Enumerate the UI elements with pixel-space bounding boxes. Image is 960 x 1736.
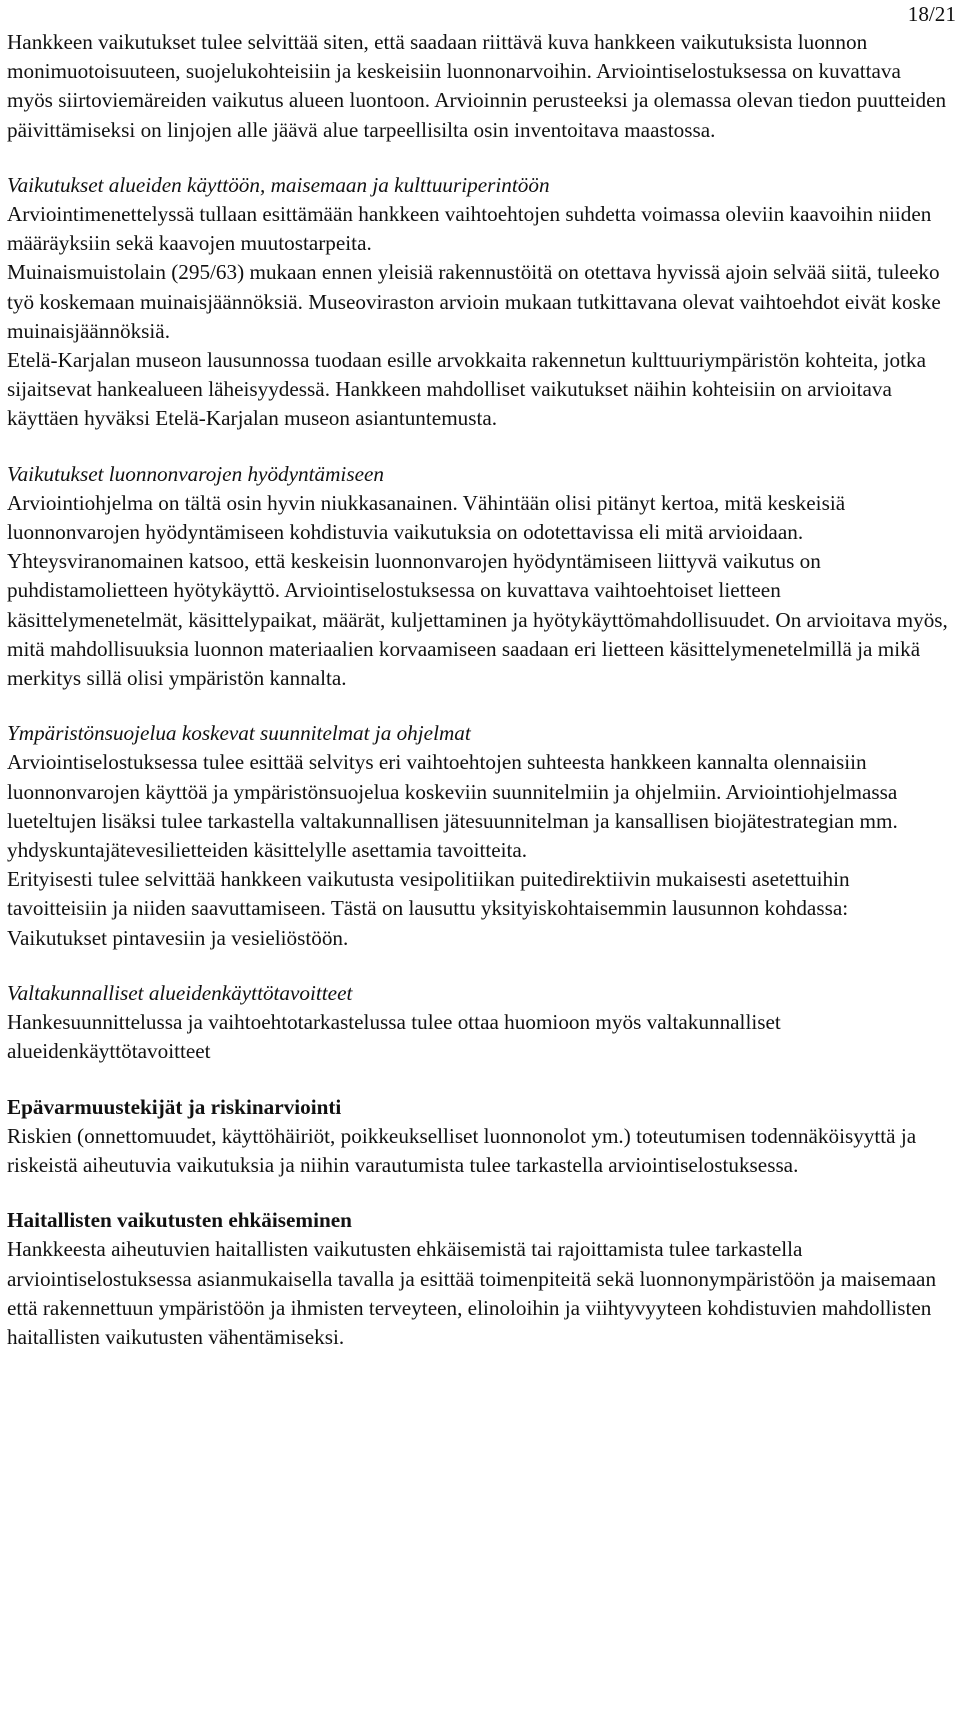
paragraph: Hankkeesta aiheutuvien haitallisten vaikutusten ehkäisemistä tai rajoittamista tulee tarkastella arviointiselostuksessa asianmukaisella tavalla ja esittää toimenpiteitä sekä luonnonympäristöön ja maisemaan että rakennettuun ympäristöön ja ihmisten terveyteen, elinoloihin ja viihtyvyyteen kohdistuvien mahdollisten haitallisten vaikutusten vähentämiseksi. [7, 1237, 937, 1349]
section-heading: Epävarmuustekijät ja riskinarviointi [7, 1094, 342, 1119]
section-prevention [7, 1206, 950, 1352]
paragraph: Hankesuunnittelussa ja vaihtoehtotarkastelussa tulee ottaa huomioon myös valtakunnalliset alueidenkäyttötavoitteet [7, 1010, 781, 1064]
paragraph: Etelä-Karjalan museon lausunnossa tuodaan esille arvokkaita rakennetun kulttuuriympäristön kohteita, jotka sijaitsevat hankealueen läheisyydessä. Hankkeen mahdolliset vaikutukset näihin kohteisiin on arvioitava käyttäen hyväksi Etelä-Karjalan museon asiantuntemusta. [7, 348, 927, 431]
page-number: 18/21 [907, 2, 956, 26]
paragraph: Riskien (onnettomuudet, käyttöhäiriöt, poikkeukselliset luonnonolot ym.) toteutumisen todennäköisyyttä ja riskeistä aiheutuvia vaikutuksia ja niihin varautumista tulee tarkastella arviointiselostuksessa. [7, 1123, 917, 1177]
section-heading: Valtakunnalliset alueidenkäyttötavoitteet [7, 980, 353, 1005]
intro-block [7, 0, 950, 145]
paragraph: Muinaismuistolain (295/63) mukaan ennen yleisiä rakennustöitä on otettava hyvissä ajoin selvää siitä, tuleeko työ koskemaan muinaisjäännöksiä. Museoviraston arvioin mukaan tutkittavana olevat vaihtoehdot eivät koske muinaisjäännöksiä. [7, 260, 941, 343]
section-heading: Haitallisten vaikutusten ehkäiseminen [7, 1208, 352, 1233]
paragraph: Erityisesti tulee selvittää hankkeen vaikutusta vesipolitiikan puitedirektiivin mukaisesti asetettuihin tavoitteisiin ja niiden saavuttamiseen. Tästä on lausuttu yksityiskohtaisemmin lausunnon kohdassa: Vaikutukset pintavesiin ja vesieliöstöön. [7, 867, 850, 950]
section-land-use [7, 171, 950, 434]
paragraph: Hankkeen vaikutukset tulee selvittää siten, että saadaan riittävä kuva hankkeen vaikutuksista luonnon monimuotoisuuteen, suojelukohteisiin ja keskeisiin luonnonarvoihin. Arviointiselostuksessa on kuvattava myös siirtoviemäreiden vaikutus alueen luontoon. Arvioinnin perusteeksi ja olemassa olevan tiedon puutteiden päivittämiseksi on linjojen alle jäävä alue tarpeellisilta osin inventoitava maastossa. [7, 30, 947, 142]
section-heading: Vaikutukset luonnonvarojen hyödyntämiseen [7, 461, 384, 486]
section-environmental-plans [7, 719, 950, 953]
paragraph: Yhteysviranomainen katsoo, että keskeisin luonnonvarojen hyödyntämiseen liittyvä vaikutus on puhdistamolietteen hyötykäyttö. Arviointiselostuksessa on kuvattava vaihtoehtoiset lietteen käsittelymenetelmät, käsittelypaikat, määrät, kuljettaminen ja hyötykäyttömahdollisuudet. On arvioitava myös, mitä mahdollisuuksia luonnon materiaalien korvaamiseen saadaan eri lietteen käsittelymenetelmillä ja mikä merkitys sillä olisi ympäristön kannalta. [7, 549, 948, 691]
section-natural-resources [7, 460, 950, 694]
paragraph: Arviointiohjelma on tältä osin hyvin niukkasanainen. Vähintään olisi pitänyt kertoa, mitä keskeisiä luonnonvarojen hyödyntämiseen kohdistuvia vaikutuksia on odotettavissa eli mitä arvioidaan. [7, 490, 846, 545]
section-uncertainty-risk [7, 1093, 950, 1181]
paragraph: Arviointiselostuksessa tulee esittää selvitys eri vaihtoehtojen suhteesta hankkeen kannalta olennaisiin luonnonvarojen käyttöä ja ympäristönsuojelua koskeviin suunnitelmiin ja ohjelmiin. Arviointiohjelmassa lueteltujen lisäksi tulee tarkastella valtakunnallisen jätesuunnitelman ja kansallisen biojätestrategian mm. yhdyskuntajätevesilietteiden käsittelylle asettamia tavoitteita. [7, 750, 898, 863]
paragraph: Arviointimenettelyssä tullaan esittämään hankkeen vaihtoehtojen suhdetta voimassa oleviin kaavoihin niiden määräyksiin sekä kaavojen muutostarpeita. [7, 202, 932, 256]
section-national-land-use-goals [7, 979, 950, 1067]
section-heading: Vaikutukset alueiden käyttöön, maisemaan ja kulttuuriperintöön [7, 172, 550, 197]
section-heading: Ympäristönsuojelua koskevat suunnitelmat ja ohjelmat [7, 721, 471, 746]
